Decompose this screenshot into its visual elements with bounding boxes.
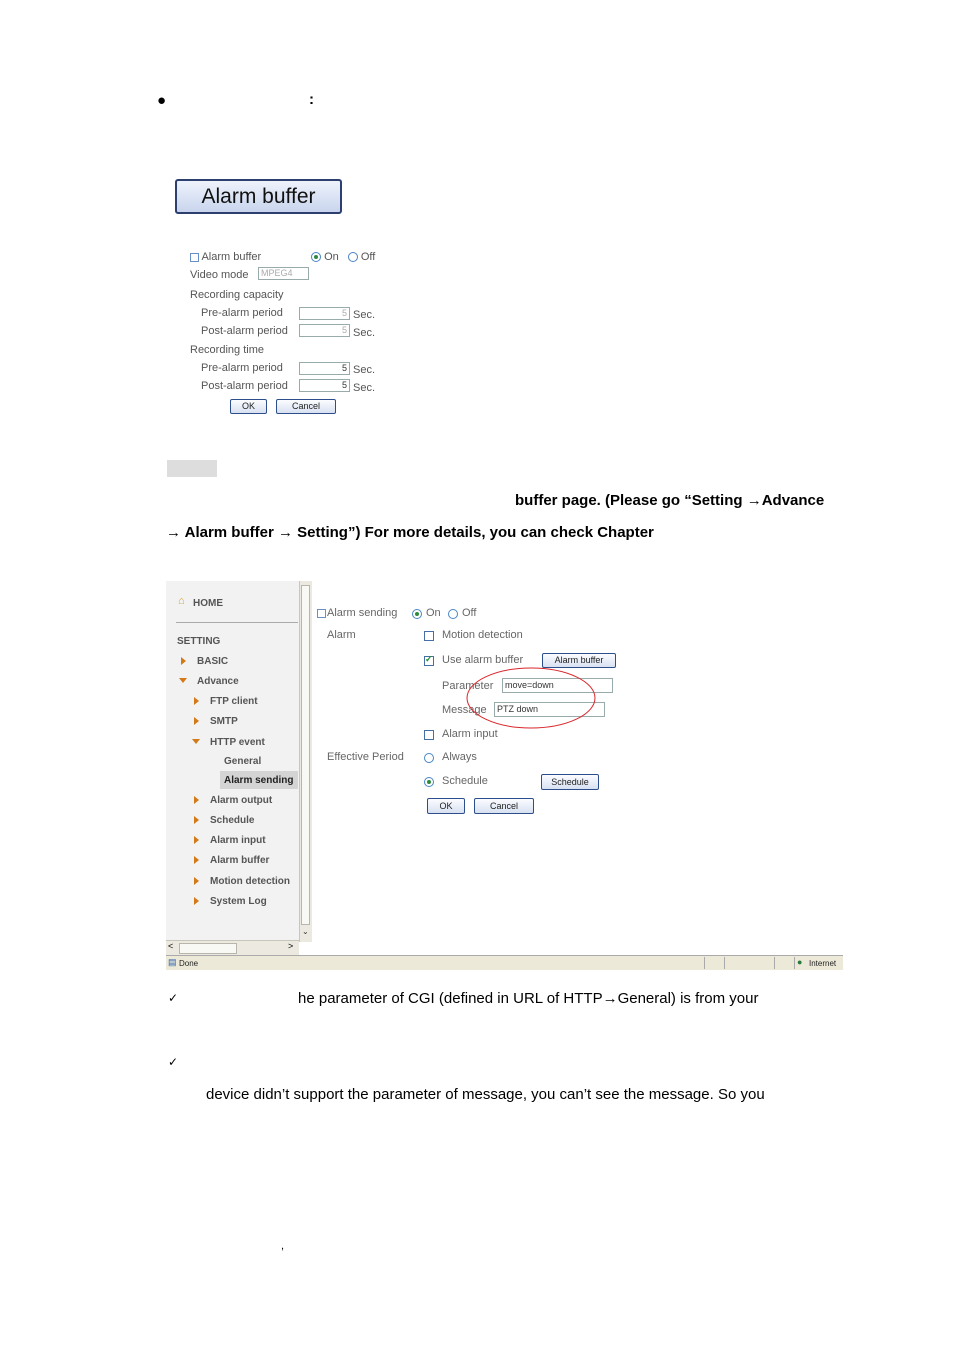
sec-label: Sec. xyxy=(353,364,376,376)
alarm-buffer-toggle-row xyxy=(190,251,261,263)
nav-alarm-input[interactable]: Alarm input xyxy=(210,835,266,846)
sec-label: Sec. xyxy=(353,327,376,339)
browser-ok-button[interactable]: OK xyxy=(427,798,465,814)
browser-cancel-button[interactable]: Cancel xyxy=(474,798,534,814)
alarm-sending-off-label: Off xyxy=(462,607,477,619)
scroll-thumb[interactable] xyxy=(301,585,310,925)
off-radio[interactable] xyxy=(348,252,358,262)
status-divider xyxy=(794,957,795,969)
always-radio[interactable] xyxy=(424,753,434,763)
note-highlight-block xyxy=(167,460,217,477)
sec-label: Sec. xyxy=(353,382,376,394)
expand-arrow-icon xyxy=(194,697,199,705)
expand-arrow-icon xyxy=(194,897,199,905)
alarm-sending-on-label: On xyxy=(426,607,441,619)
status-done: Done xyxy=(179,959,199,968)
expand-arrow-icon xyxy=(194,877,199,885)
nav-motion-detection[interactable]: Motion detection xyxy=(210,876,290,887)
recording-capacity-heading: Recording capacity xyxy=(190,289,284,301)
nav-home[interactable]: HOME xyxy=(193,598,223,609)
scroll-left-icon[interactable]: < xyxy=(168,941,174,951)
nav-smtp[interactable]: SMTP xyxy=(210,716,238,727)
browser-status-bar xyxy=(166,955,843,970)
nav-advance[interactable]: Advance xyxy=(197,676,239,687)
expand-arrow-icon xyxy=(194,856,199,864)
nav-http-event[interactable]: HTTP event xyxy=(210,737,265,748)
scroll-down-icon[interactable]: ⌄ xyxy=(302,927,309,936)
video-mode-label: Video mode xyxy=(190,269,249,281)
message-label: Message xyxy=(442,704,487,716)
collapse-arrow-icon xyxy=(179,678,187,683)
nav-general[interactable]: General xyxy=(224,756,262,767)
post-alarm-capacity-field[interactable]: 5 xyxy=(299,324,350,337)
alarm-sending-label: Alarm sending xyxy=(327,607,398,619)
checkmark-icon: ✓ xyxy=(168,991,179,1005)
note-1: he parameter of CGI (defined in URL of HTTP→General) is from your xyxy=(298,990,759,1007)
scroll-right-icon[interactable]: > xyxy=(288,941,294,951)
expand-arrow-icon xyxy=(181,657,186,665)
schedule-radio[interactable] xyxy=(424,777,434,787)
alarm-sending-on-radio[interactable] xyxy=(412,609,422,619)
nav-alarm-sending[interactable]: Alarm sending xyxy=(224,775,294,786)
on-radio[interactable] xyxy=(311,252,321,262)
collapse-arrow-icon xyxy=(192,739,200,744)
note-2: device didn’t support the parameter of message, you can’t see the message. So you xyxy=(206,1086,765,1103)
horizontal-scrollbar[interactable] xyxy=(166,940,299,955)
stray-comma: , xyxy=(281,1240,285,1252)
status-divider xyxy=(704,957,705,969)
motion-detection-checkbox[interactable] xyxy=(424,631,434,641)
nav-alarm-buffer[interactable]: Alarm buffer xyxy=(210,855,270,866)
motion-detection-label: Motion detection xyxy=(442,629,523,641)
nav-system-log[interactable]: System Log xyxy=(210,896,267,907)
video-mode-field[interactable]: MPEG4 xyxy=(258,267,309,280)
schedule-label: Schedule xyxy=(442,775,488,787)
nav-alarm-output[interactable]: Alarm output xyxy=(210,795,273,806)
off-label: Off xyxy=(360,251,376,263)
pre-alarm-time-label: Pre-alarm period xyxy=(201,362,283,374)
alarm-input-checkbox[interactable] xyxy=(424,730,434,740)
pre-alarm-capacity-field[interactable]: 5 xyxy=(299,307,350,320)
page-icon: ▤ xyxy=(168,957,177,967)
expand-arrow-icon xyxy=(194,816,199,824)
expand-arrow-icon xyxy=(194,796,199,804)
alarm-sending-checkbox[interactable] xyxy=(317,609,326,618)
status-divider xyxy=(774,957,775,969)
alarm-input-label: Alarm input xyxy=(442,728,498,740)
use-alarm-buffer-label: Use alarm buffer xyxy=(442,654,524,666)
always-label: Always xyxy=(442,751,477,763)
alarm-buffer-link-button[interactable]: Alarm buffer xyxy=(542,653,616,668)
expand-arrow-icon xyxy=(194,836,199,844)
body-text-line-1: buffer page. (Please go “Setting →Advance xyxy=(515,492,825,509)
nav-schedule[interactable]: Schedule xyxy=(210,815,255,826)
recording-time-heading: Recording time xyxy=(190,344,264,356)
status-divider xyxy=(724,957,725,969)
hscroll-thumb[interactable] xyxy=(179,943,237,954)
parameter-field[interactable]: move=down xyxy=(502,678,613,693)
alarm-buffer-radio-group xyxy=(311,251,375,263)
alarm-buffer-label: Alarm buffer xyxy=(201,251,262,263)
post-alarm-time-label: Post-alarm period xyxy=(201,380,288,392)
settings-nav xyxy=(166,581,299,942)
nav-basic[interactable]: BASIC xyxy=(197,656,229,667)
use-alarm-buffer-checkbox[interactable] xyxy=(424,656,434,666)
nav-ftp-client[interactable]: FTP client xyxy=(210,696,258,707)
home-icon: ⌂ xyxy=(178,595,185,607)
parameter-label: Parameter xyxy=(442,680,494,692)
pre-alarm-capacity-label: Pre-alarm period xyxy=(201,307,283,319)
status-zone: Internet xyxy=(809,959,837,968)
sec-label: Sec. xyxy=(353,309,376,321)
colon: : xyxy=(309,91,314,108)
checkmark-icon: ✓ xyxy=(168,1055,179,1069)
pre-alarm-time-field[interactable]: 5 xyxy=(299,362,350,375)
bullet: ● xyxy=(157,92,167,109)
nav-setting-heading: SETTING xyxy=(177,636,221,647)
expand-arrow-icon xyxy=(194,717,199,725)
body-text-line-2: → Alarm buffer → Setting”) For more details, you can check Chapter xyxy=(166,524,654,541)
effective-period-label: Effective Period xyxy=(327,751,404,763)
globe-icon: ● xyxy=(797,957,803,967)
post-alarm-time-field[interactable]: 5 xyxy=(299,379,350,392)
alarm-sending-off-radio[interactable] xyxy=(448,609,458,619)
highlight-ellipse xyxy=(465,666,600,732)
cancel-button[interactable]: Cancel xyxy=(276,399,336,414)
nav-divider xyxy=(176,622,298,623)
schedule-button[interactable]: Schedule xyxy=(541,774,599,790)
alarm-buffer-button[interactable]: Alarm buffer xyxy=(175,179,342,214)
alarm-label: Alarm xyxy=(327,629,356,641)
vertical-scrollbar[interactable] xyxy=(299,581,312,942)
alarm-buffer-checkbox[interactable] xyxy=(190,253,199,262)
ok-button[interactable]: OK xyxy=(230,399,267,414)
message-field[interactable]: PTZ down xyxy=(494,702,605,717)
post-alarm-capacity-label: Post-alarm period xyxy=(201,325,288,337)
on-label: On xyxy=(324,251,339,263)
